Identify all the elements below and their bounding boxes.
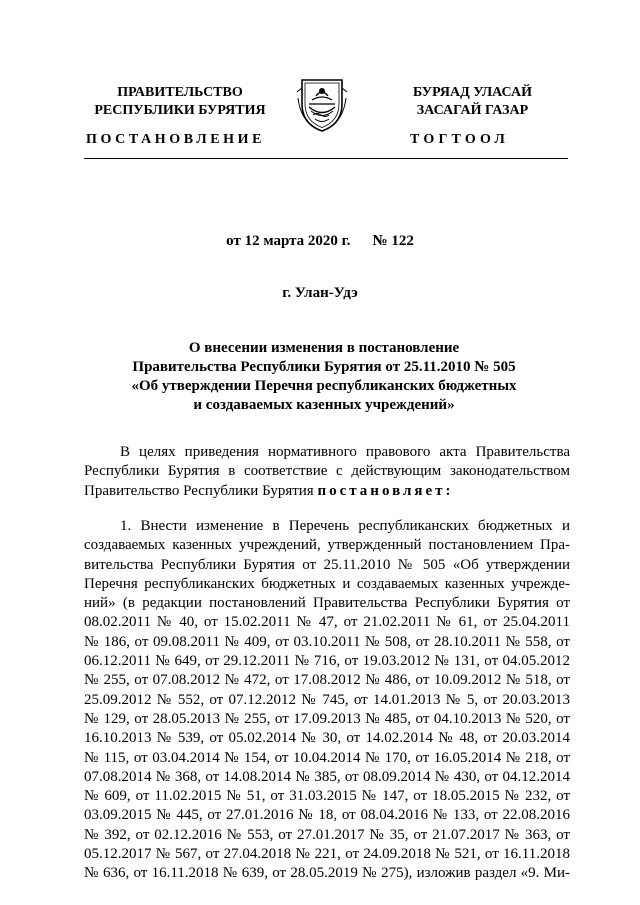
issuer-name-buryat xyxy=(380,84,565,120)
issuer-line: ЗАСАГАЙ ГАЗАР xyxy=(416,103,529,118)
clause-1-paragraph xyxy=(84,517,570,884)
issuer-line: РЕСПУБЛИКИ БУРЯТИЯ xyxy=(94,103,266,118)
issuer-line: ПРАВИТЕЛЬСТВО xyxy=(117,85,243,100)
clause-line: № 115, от 03.04.2014 № 154, от 10.04.2014 № 170, от 16.05.2014 № 218, от xyxy=(84,749,570,766)
preamble-line xyxy=(84,482,570,501)
document-number: № 122 xyxy=(372,233,414,249)
preamble-line: Республики Бурятия в соответствие с действующим законодательством xyxy=(84,463,570,480)
clause-line: № 392, от 02.12.2016 № 553, от 27.01.2017 № 35, от 21.07.2017 № 363, от xyxy=(84,826,570,843)
clause-line: № 255, от 07.08.2012 № 472, от 17.08.2012 № 486, от 10.09.2012 № 518, от xyxy=(84,672,570,689)
coat-of-arms-of-buryatia-icon xyxy=(296,74,348,134)
clause-line: вительства Республики Бурятия от 25.11.2010 № 505 «Об утверждении xyxy=(84,556,570,573)
clause-line: 03.09.2015 № 445, от 27.01.2016 № 18, от 08.04.2016 № 133, от 22.08.2016 xyxy=(84,807,570,824)
clause-line: 08.02.2011 № 40, от 15.02.2011 № 47, от 21.02.2011 № 61, от 25.04.2011 xyxy=(84,614,570,631)
clause-line: № 186, от 09.08.2011 № 409, от 03.10.2011 № 508, от 28.10.2011 № 558, от xyxy=(84,633,570,650)
clause-line: 1. Внести изменение в Перечень республиканских бюджетных и xyxy=(120,518,570,534)
document-city: г. Улан-Удэ xyxy=(282,285,358,301)
clause-line: 07.08.2014 № 368, от 14.08.2014 № 385, от 08.09.2014 № 430, от 04.12.2014 xyxy=(84,768,570,785)
preamble-last-text: Правительство Республики Бурятия xyxy=(84,482,314,499)
clause-line: № 609, от 11.02.2015 № 51, от 31.03.2015 № 147, от 18.05.2015 № 232, от xyxy=(84,788,570,805)
document-date: от 12 марта 2020 г. xyxy=(226,233,351,249)
clause-line: ний» (в редакции постановлений Правительства Республики Бурятия от xyxy=(84,595,570,612)
clause-line: № 129, от 28.05.2013 № 255, от 17.09.2013 № 485, от 04.10.2013 № 520, от xyxy=(84,710,570,727)
clause-line: 06.12.2011 № 649, от 29.12.2011 № 716, от 19.03.2012 № 131, от 04.05.2012 xyxy=(84,653,570,670)
document-type-russian: ПОСТАНОВЛЕНИЕ xyxy=(86,132,266,147)
preamble-paragraph xyxy=(84,443,570,501)
title-line: и создаваемых казенных учреждений» xyxy=(193,397,455,413)
clause-line: 16.10.2013 № 539, от 05.02.2014 № 30, от 14.02.2014 № 48, от 20.03.2014 xyxy=(84,730,570,747)
preamble-line: В целях приведения нормативного правового акта Правительства xyxy=(120,444,570,460)
document-type-buryat: ТОГТООЛ xyxy=(410,132,510,147)
title-line: О внесении изменения в постановление xyxy=(188,340,460,356)
title-line: «Об утверждении Перечня республиканских бюджетных xyxy=(131,378,517,394)
clause-line: 25.09.2012 № 552, от 07.12.2012 № 745, от 14.01.2013 № 5, от 20.03.2013 xyxy=(84,691,570,708)
header-divider xyxy=(84,158,568,159)
clause-line: № 636, от 16.11.2018 № 639, от 28.05.2019 № 275), изложив раздел «9. Ми- xyxy=(84,865,570,882)
document-title xyxy=(80,339,568,415)
issuer-name-russian xyxy=(80,84,280,120)
clause-line: создаваемых казенных учреждений, утвержденный постановлением Пра- xyxy=(84,537,570,554)
clause-line: 05.12.2017 № 567, от 27.04.2018 № 221, от 24.09.2018 № 521, от 16.11.2018 xyxy=(84,846,570,863)
issuer-line: БУРЯАД УЛАСАЙ xyxy=(413,85,532,100)
clause-line: Перечня республиканских бюджетных и создаваемых казенных учрежде- xyxy=(84,575,570,592)
date-number-line xyxy=(0,233,640,250)
decree-word: постановляет: xyxy=(317,482,454,499)
title-line: Правительства Республики Бурятия от 25.11.2010 № 505 xyxy=(132,359,516,375)
